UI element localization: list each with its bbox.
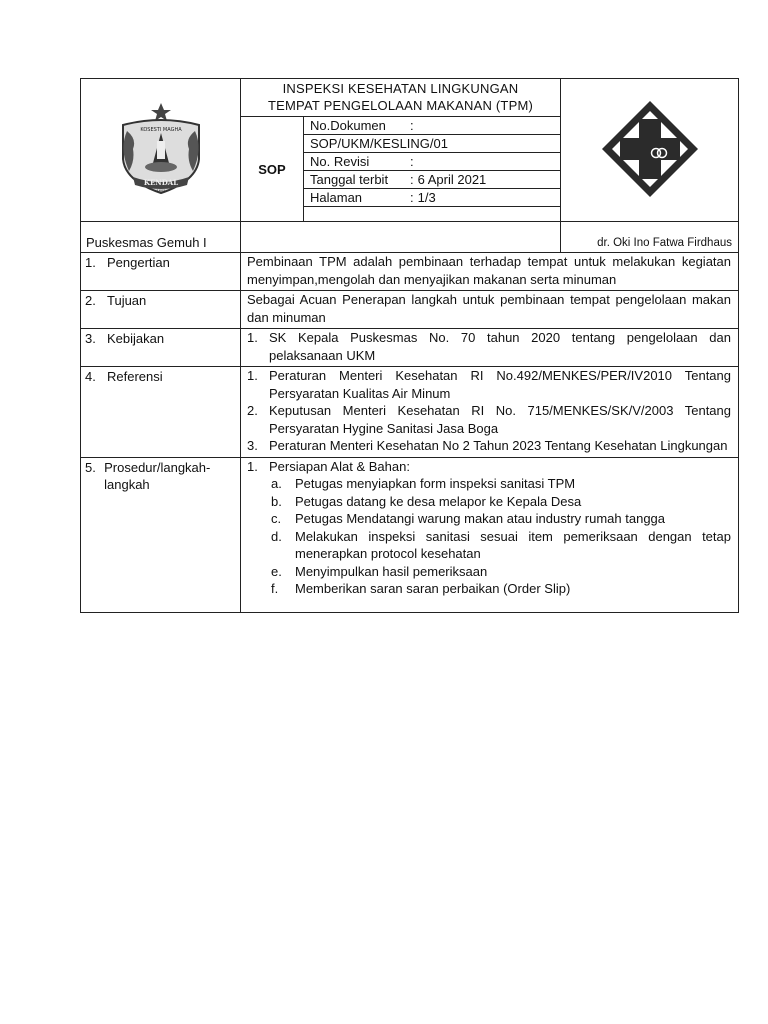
list-item: 1. Persiapan Alat & Bahan: — [247, 458, 410, 474]
list-item: 1. Peraturan Menteri Kesehatan RI No.492/MENKES/PER/IV2010 Tentang Persyaratan Kualitas Air Minum — [247, 368, 731, 401]
puskesmas-logo-icon — [598, 97, 702, 201]
empty-cell — [241, 222, 561, 253]
section-label: Tujuan — [107, 293, 147, 308]
meta-row-doc-code — [304, 135, 560, 153]
list-item: 2. Keputusan Menteri Kesehatan RI No. 715/MENKES/SK/V/2003 Tentang Persyaratan Hygine Sanitasi Jasa Boga — [247, 403, 731, 436]
signatory-name: dr. Oki Ino Fatwa Firdhaus — [561, 222, 739, 253]
sop-table — [80, 78, 739, 613]
section-text: Pembinaan TPM adalah pembinaan terhadap tempat untuk melakukan kegiatan menyimpan,mengolah dan menyajikan makanan serta minuman — [241, 253, 739, 291]
title-line-1: INSPEKSI KESEHATAN LINGKUNGAN — [282, 81, 519, 96]
section-kebijakan — [81, 329, 739, 367]
meta-row-page — [304, 189, 560, 207]
kendal-emblem-cell — [81, 79, 241, 222]
meta-row-doc-number — [304, 117, 560, 135]
meta-row-revision — [304, 153, 560, 171]
sub-list-item: c. Petugas Mendatangi warung makan atau industry rumah tangga — [271, 511, 666, 526]
meta-value: 1/3 — [417, 190, 436, 205]
list-item: 3. Peraturan Menteri Kesehatan No 2 Tahun 2023 Tentang Kesehatan Lingkungan — [247, 438, 728, 453]
section-pengertian — [81, 253, 739, 291]
sop-document — [80, 78, 738, 613]
meta-value: 6 April 2021 — [417, 172, 487, 187]
meta-row-issue-date — [304, 171, 560, 189]
section-number: 1. — [85, 255, 96, 270]
emblem-top-text: KOSESTI MAGHA — [139, 126, 182, 133]
sop-label: SOP — [241, 117, 304, 222]
section-prosedur — [81, 457, 739, 612]
section-label: Referensi — [107, 369, 163, 384]
puskesmas-name: Puskesmas Gemuh I — [81, 222, 241, 253]
sub-list-item: a. Petugas menyiapkan form inspeksi sanitasi TPM — [271, 476, 576, 491]
section-label: Prosedur/langkah-langkah — [104, 459, 211, 492]
sub-list-item: d. Melakukan inspeksi sanitasi sesuai item pemeriksaan dengan tetap menerapkan protocol kesehatan — [271, 528, 731, 561]
meta-sep: : — [410, 190, 414, 205]
title-line-2: TEMPAT PENGELOLAAN MAKANAN (TPM) — [268, 98, 533, 113]
section-number: 2. — [85, 293, 96, 308]
meta-sep: : — [410, 154, 414, 169]
document-meta — [304, 117, 561, 222]
list-item: 1. SK Kepala Puskesmas No. 70 tahun 2020 tentang pengelolaan dan pelaksanaan UKM — [247, 330, 731, 363]
meta-sep: : — [410, 172, 414, 187]
meta-key: Tanggal terbit — [310, 172, 389, 187]
emblem-banner-text: KENDAL — [143, 177, 178, 187]
sub-list-item: e. Menyimpulkan hasil pemeriksaan — [271, 563, 488, 579]
sub-list-item: f. Memberikan saran saran perbaikan (Order Slip) — [271, 581, 571, 596]
meta-key: Halaman — [310, 190, 363, 205]
section-number: 5. — [85, 459, 96, 475]
sub-list-item: b. Petugas datang ke desa melapor ke Kepala Desa — [271, 493, 582, 509]
document-title — [241, 79, 561, 117]
section-label: Pengertian — [107, 255, 170, 270]
meta-key: No. Revisi — [310, 154, 370, 169]
section-number: 3. — [85, 331, 96, 346]
puskesmas-logo-cell — [561, 79, 739, 222]
section-number: 4. — [85, 369, 96, 384]
meta-sep: : — [410, 118, 414, 133]
kendal-emblem-icon — [113, 101, 209, 197]
section-referensi — [81, 367, 739, 458]
emblem-year: 1605 — [156, 188, 165, 193]
section-tujuan — [81, 291, 739, 329]
meta-key: SOP/UKM/KESLING/01 — [310, 136, 448, 151]
section-label: Kebijakan — [107, 331, 165, 346]
section-text: Sebagai Acuan Penerapan langkah untuk pembinaan tempat pengelolaan makan dan minuman — [241, 291, 739, 329]
meta-key: No.Dokumen — [310, 118, 386, 133]
